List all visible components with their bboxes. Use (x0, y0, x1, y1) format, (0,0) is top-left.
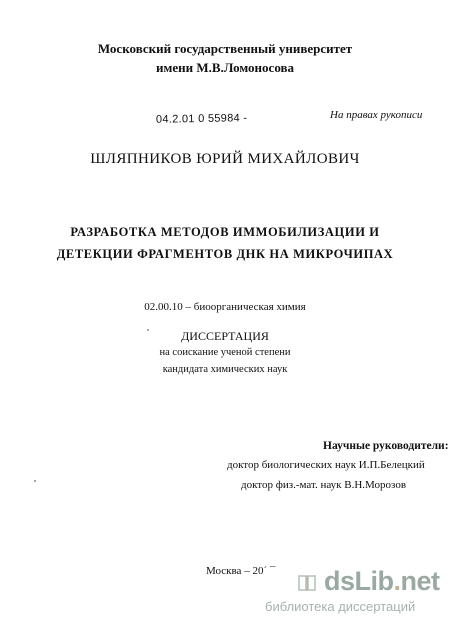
thesis-title-line-2: ДЕТЕКЦИИ ФРАГМЕНТОВ ДНК НА МИКРОЧИПАХ (56, 247, 394, 261)
scan-speck (34, 480, 36, 482)
author-name: ШЛЯПНИКОВ ЮРИЙ МИХАЙЛОВИЧ (90, 151, 360, 167)
watermark-subtitle: библиотека диссертаций (265, 599, 416, 614)
book-icon (296, 572, 318, 594)
watermark-logo-main: dsLib (324, 566, 394, 596)
supervisor-1: доктор биологических наук И.П.Белецкий (227, 459, 425, 471)
document-type: ДИССЕРТАЦИЯ (181, 329, 269, 343)
city-year: Москва – 20´ ¯ (206, 565, 276, 577)
rights-note: На правах рукописи (330, 109, 423, 121)
supervisor-2: доктор физ.-мат. наук В.Н.Морозов (241, 479, 407, 491)
watermark-logo (324, 568, 440, 595)
thesis-title-line-1: РАЗРАБОТКА МЕТОДОВ ИММОБИЛИЗАЦИИ И (70, 225, 380, 239)
watermark (262, 568, 448, 618)
watermark-logo-tld: net (400, 566, 440, 596)
degree-line-2: кандидата химических наук (162, 364, 288, 375)
registration-stamp: 04.2.01 0 55984 - (155, 112, 248, 126)
specialty-code: 02.00.10 – биоорганическая химия (144, 301, 306, 313)
watermark-logo-dot: . (393, 566, 401, 596)
degree-line-1: на соискание ученой степени (159, 347, 291, 358)
supervisors-heading: Научные руководители: (323, 440, 449, 452)
university-honorific: имени М.В.Ломоносова (155, 60, 295, 75)
scan-speck (147, 329, 149, 331)
university-name: Московский государственный университет (97, 41, 353, 56)
